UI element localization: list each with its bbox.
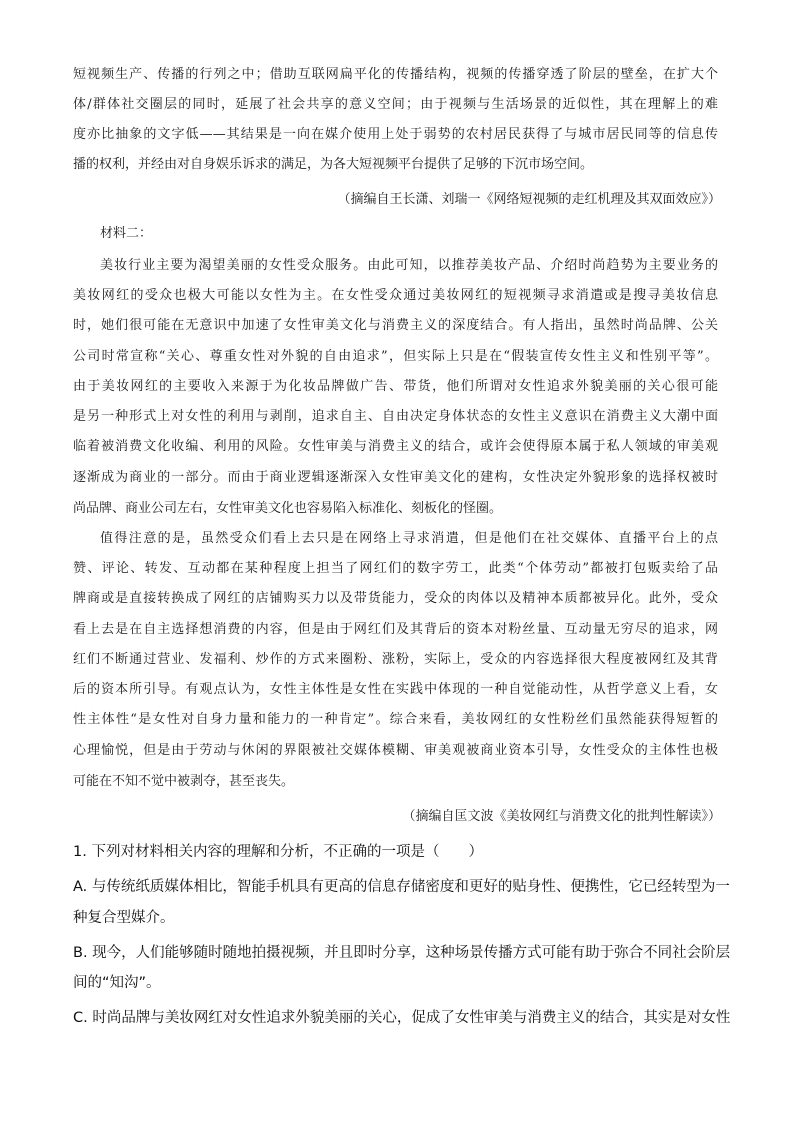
option-b-line: B. 现今，人们能够随时随地拍摄视频，并且即时分享，这种场景传播方式可能有助于弥合不同社会阶层 [73, 945, 731, 961]
option-a-line: A. 与传统纸质媒体相比，智能手机具有更高的信息存储密度和更好的贴身性、便携性，它已经转型为一 [73, 879, 730, 895]
material-heading: 材料二： [100, 226, 153, 241]
passage-line: 度亦比抽象的文字低——其结果是一向在媒介使用上处于弱势的农村居民获得了与城市居民同等的信息传 [73, 127, 718, 142]
passage-line: 牌商或是直接转换成了网红的店铺购买力以及带货能力，受众的肉体以及精神本质都被异化。此外，受众 [73, 591, 718, 606]
passage-line: 美妆网红的受众也极大可能以女性为主。在女性受众通过美妆网红的短视频寻求消遣或是搜寻美妆信息 [73, 288, 718, 303]
passage-line: 公司时常宣称“关心、尊重女性对外貌的自由追求”，但实际上只是在“假装宣传女性主义和性别平等”。 [73, 349, 718, 364]
passage-line: 红们不断通过营业、发福利、炒作的方式来圈粉、涨粉，实际上，受众的内容选择很大程度被网红及其背 [73, 652, 718, 667]
passage-line: 后的资本所引导。有观点认为，女性主体性是女性在实践中体现的一种自觉能动性，从哲学意义上看，女 [73, 682, 718, 697]
passage-line: 由于美妆网红的主要收入来源于为化妆品牌做广告、带货，他们所谓对女性追求外貌美丽的关心很可能 [73, 379, 718, 394]
passage-line: 性主体性“是女性对自身力量和能力的一种肯定”。综合来看，美妆网红的女性粉丝们虽然能获得短暂的 [73, 712, 718, 727]
question-stem: 1. 下列对材料相关内容的理解和分析，不正确的一项是（ ） [73, 844, 483, 860]
passage-line: 值得注意的是，虽然受众们看上去只是在网络上寻求消遣，但是他们在社交媒体、直播平台上的点 [100, 531, 718, 546]
passage-line: 看上去是在自主选择想消费的内容，但是由于网红们及其背后的资本对粉丝量、互动量无穷尽的追求，网 [73, 622, 718, 637]
passage-line: 临着被消费文化收编、利用的风险。女性审美与消费主义的结合，或许会使得原本属于私人领域的审美观 [73, 439, 718, 454]
passage-line: 赞、评论、转发、互动都在某种程度上担当了网红们的数字劳工，此类“个体劳动”都被打包贩卖给了品 [73, 561, 718, 576]
passage-line: 体/群体社交圈层的同时，延展了社会共享的意义空间；由于视频与生活场景的近似性，其在理解上的难 [73, 97, 718, 112]
passage-line: 可能在不知不觉中被剥夺，甚至丧失。 [73, 774, 295, 789]
passage-line: 时，她们很可能在无意识中加速了女性审美文化与消费主义的深度结合。有人指出，虽然时尚品牌、公关 [73, 318, 718, 333]
option-b-line: 间的“知沟”。 [73, 975, 161, 991]
source-citation: （摘编自匡文波《美妆网红与消费文化的批判性解读》） [402, 809, 721, 824]
passage-line: 心理愉悦，但是由于劳动与休闲的界限被社交媒体模糊、审美观被商业资本引导，女性受众的主体性也极 [73, 743, 718, 758]
passage-line: 尚品牌、商业公司左右，女性审美文化也容易陷入标准化、刻板化的怪圈。 [73, 501, 503, 516]
passage-line: 播的权利，并经由对自身娱乐诉求的满足，为各大短视频平台提供了足够的下沉市场空间。 [73, 157, 594, 172]
passage-line: 美妆行业主要为渴望美丽的女性受众服务。由此可知，以推荐美妆产品、介绍时尚趋势为主要业务的 [100, 258, 718, 273]
source-citation: （摘编自王长潇、刘瑞一《网络短视频的走红机理及其双面效应》） [337, 192, 721, 207]
passage-line: 是另一种形式上对女性的利用与剥削，追求自主、自由决定身体状态的女性主义意识在消费主义大潮中面 [73, 409, 718, 424]
option-c-line: C. 时尚品牌与美妆网红对女性追求外貌美丽的关心，促成了女性审美与消费主义的结合，其实是对女性 [73, 1010, 731, 1026]
passage-line: 短视频生产、传播的行列之中；借助互联网扁平化的传播结构，视频的传播穿透了阶层的壁垒，在扩大个 [73, 67, 718, 82]
option-a-line: 种复合型媒介。 [73, 910, 175, 926]
passage-line: 逐渐成为商业的一部分。而由于商业逻辑逐渐深入女性审美文化的建构，女性决定外貌形象的选择权被时 [73, 470, 718, 485]
